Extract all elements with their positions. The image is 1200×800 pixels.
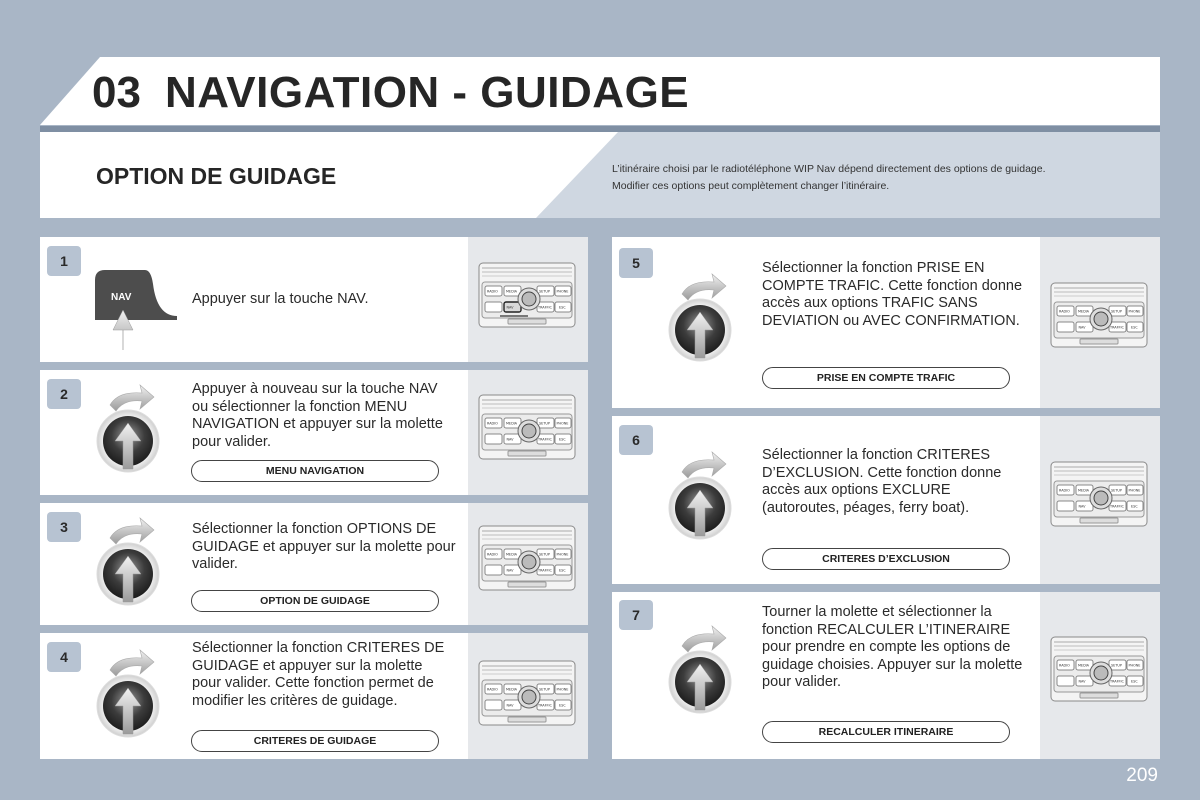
panel-label: PHONE	[556, 552, 569, 557]
menu-option-pill: MENU NAVIGATION	[191, 460, 439, 482]
panel-label: NAV	[1078, 504, 1086, 509]
panel-label: PHONE	[1128, 663, 1141, 668]
panel-label: TRAFFIC	[1110, 679, 1124, 684]
control-panel-icon	[1050, 282, 1150, 352]
menu-option-pill: CRITERES DE GUIDAGE	[191, 730, 439, 752]
step-instruction: Appuyer sur la touche NAV.	[192, 291, 369, 307]
step-number-badge: 4	[47, 642, 81, 672]
control-panel-icon	[478, 262, 578, 332]
panel-label: ESC	[1131, 504, 1138, 509]
rotate-arrow-icon	[682, 452, 726, 478]
dial-knob-icon	[96, 516, 166, 612]
panel-label: TRAFFIC	[538, 703, 552, 708]
dial-knob-icon	[668, 450, 738, 546]
step-number-badge: 2	[47, 379, 81, 409]
page-number: 209	[1126, 765, 1158, 786]
section-description-line: Modifier ces options peut complètement changer l’itinéraire.	[612, 180, 890, 192]
dial-knob-icon	[668, 624, 738, 720]
panel-label: ESC	[1131, 679, 1138, 684]
panel-label: SETUP	[539, 687, 550, 692]
panel-label: PHONE	[556, 421, 569, 426]
dial-knob-icon	[668, 272, 738, 368]
panel-label: RADIO	[487, 552, 498, 557]
panel-label: ESC	[1131, 325, 1138, 330]
panel-label: ESC	[559, 437, 566, 442]
menu-option-pill: RECALCULER ITINERAIRE	[762, 721, 1010, 743]
panel-label: RADIO	[487, 421, 498, 426]
panel-label: NAV	[1078, 679, 1086, 684]
panel-label: RADIO	[1059, 488, 1070, 493]
section-description-line: L’itinéraire choisi par le radiotéléphone WIP Nav dépend directement des options de guidage.	[612, 163, 1046, 175]
menu-option-pill: CRITERES D’EXCLUSION	[762, 548, 1010, 570]
rotate-arrow-icon	[682, 274, 726, 300]
panel-label: NAV	[506, 703, 514, 708]
panel-label: RADIO	[1059, 309, 1070, 314]
step-instruction: Appuyer à nouveau sur la touche NAV ou sélectionner la fonction MENU NAVIGATION et appuyer sur la molette pour valider.	[192, 381, 443, 450]
panel-label: SETUP	[539, 552, 550, 557]
control-panel-icon	[478, 394, 578, 464]
panel-label: NAV	[506, 568, 514, 573]
panel-label: NAV	[506, 305, 514, 310]
panel-label: MEDIA	[1078, 663, 1089, 668]
panel-label: NAV	[506, 437, 514, 442]
section-title: OPTION DE GUIDAGE	[96, 163, 337, 189]
control-panel-icon	[1050, 461, 1150, 531]
panel-label: MEDIA	[1078, 488, 1089, 493]
panel-label: ESC	[559, 568, 566, 573]
panel-label: ESC	[559, 703, 566, 708]
panel-label: NAV	[1078, 325, 1086, 330]
menu-option-pill: PRISE EN COMPTE TRAFIC	[762, 367, 1010, 389]
panel-label: MEDIA	[506, 687, 517, 692]
panel-label: MEDIA	[506, 289, 517, 294]
panel-label: SETUP	[1111, 663, 1122, 668]
step-instruction: Sélectionner la fonction CRITERES D’EXCLUSION. Cette fonction donne accès aux options EXCLURE (autoroutes, péages, ferry boat).	[762, 447, 1002, 516]
panel-label: TRAFFIC	[538, 305, 552, 310]
rotate-arrow-icon	[110, 650, 154, 676]
panel-label: PHONE	[556, 687, 569, 692]
panel-label: SETUP	[1111, 488, 1122, 493]
nav-button-icon	[95, 270, 180, 355]
panel-label: TRAFFIC	[538, 437, 552, 442]
dial-knob-icon	[96, 383, 166, 479]
step-instruction: Sélectionner la fonction PRISE EN COMPTE TRAFIC. Cette fonction donne accès aux options TRAFIC SANS DEVIATION ou AVEC CONFIRMATION.	[762, 260, 1023, 329]
control-panel-icon	[478, 660, 578, 730]
step-instruction: Sélectionner la fonction OPTIONS DE GUIDAGE et appuyer sur la molette pour valider.	[192, 521, 456, 572]
dial-knob-icon	[96, 648, 166, 744]
panel-label: SETUP	[1111, 309, 1122, 314]
panel-label: ESC	[559, 305, 566, 310]
control-panel-icon	[478, 525, 578, 595]
panel-label: PHONE	[556, 289, 569, 294]
panel-label: PHONE	[1128, 488, 1141, 493]
nav-key-label: NAV	[111, 292, 132, 303]
step-number-badge: 3	[47, 512, 81, 542]
title-band-cut	[40, 57, 100, 125]
step-number-badge: 7	[619, 600, 653, 630]
panel-label: RADIO	[487, 289, 498, 294]
section-description	[612, 161, 1142, 195]
panel-label: RADIO	[1059, 663, 1070, 668]
panel-label: SETUP	[539, 421, 550, 426]
step-number-badge: 1	[47, 246, 81, 276]
panel-label: MEDIA	[1078, 309, 1089, 314]
panel-label: MEDIA	[506, 421, 517, 426]
panel-label: TRAFFIC	[1110, 325, 1124, 330]
rotate-arrow-icon	[682, 626, 726, 652]
panel-label: TRAFFIC	[538, 568, 552, 573]
rotate-arrow-icon	[110, 385, 154, 411]
panel-label: PHONE	[1128, 309, 1141, 314]
chapter-title: NAVIGATION - GUIDAGE	[165, 68, 690, 117]
step-number-badge: 6	[619, 425, 653, 455]
rotate-arrow-icon	[110, 518, 154, 544]
step-instruction: Sélectionner la fonction CRITERES DE GUIDAGE et appuyer sur la molette pour valider. Cette fonction permet de modifier les critères de guidage.	[192, 640, 445, 709]
panel-label: SETUP	[539, 289, 550, 294]
panel-label: TRAFFIC	[1110, 504, 1124, 509]
panel-label: MEDIA	[506, 552, 517, 557]
control-panel-icon	[1050, 636, 1150, 706]
chapter-number: 03	[92, 68, 141, 117]
menu-option-pill: OPTION DE GUIDAGE	[191, 590, 439, 612]
step-instruction: Tourner la molette et sélectionner la fonction RECALCULER L’ITINERAIRE pour prendre en compte les options de guidage choisies. Appuyer sur la molette pour valider.	[762, 604, 1023, 690]
step-number-badge: 5	[619, 248, 653, 278]
panel-label: RADIO	[487, 687, 498, 692]
